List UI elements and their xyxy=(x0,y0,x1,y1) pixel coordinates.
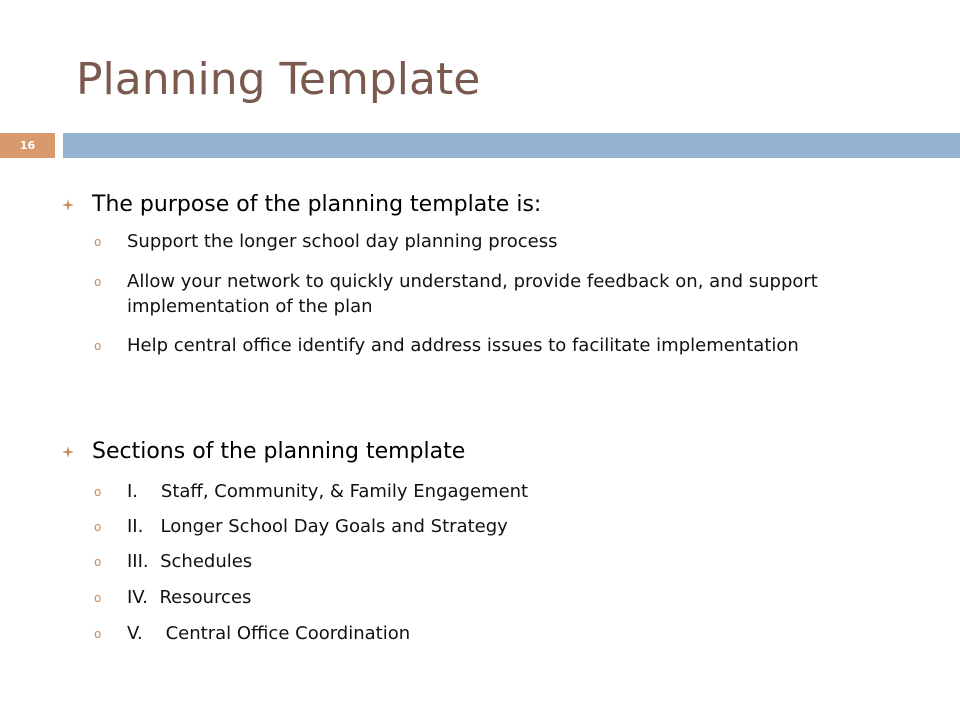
slide-title: Planning Template xyxy=(76,54,481,105)
slide-number: 16 xyxy=(0,133,55,158)
circle-bullet-icon: o xyxy=(94,555,102,569)
slide-content: The purpose of the planning template is: o Support the longer school day planning process o Allow your network to quickly understand, provide feedback on, and support implementation of the plan o Help central office identify and address issues to facilitate implementation Sections of the planning template o I. Staff, Community, & Family Engagement o II. Longer School Day Goals and Strategy o III. Schedules o IV. Resources o V. Central Office Coordination xyxy=(0,0,960,720)
circle-bullet-icon: o xyxy=(94,339,102,353)
circle-bullet-icon: o xyxy=(94,627,102,641)
circle-bullet-icon: o xyxy=(94,520,102,534)
circle-bullet-icon: o xyxy=(94,485,102,499)
circle-bullet-icon: o xyxy=(94,275,102,289)
circle-bullet-icon: o xyxy=(94,235,102,249)
circle-bullet-icon: o xyxy=(94,591,102,605)
diamond-bullet-icon xyxy=(62,438,78,466)
diamond-bullet-icon xyxy=(62,191,78,219)
